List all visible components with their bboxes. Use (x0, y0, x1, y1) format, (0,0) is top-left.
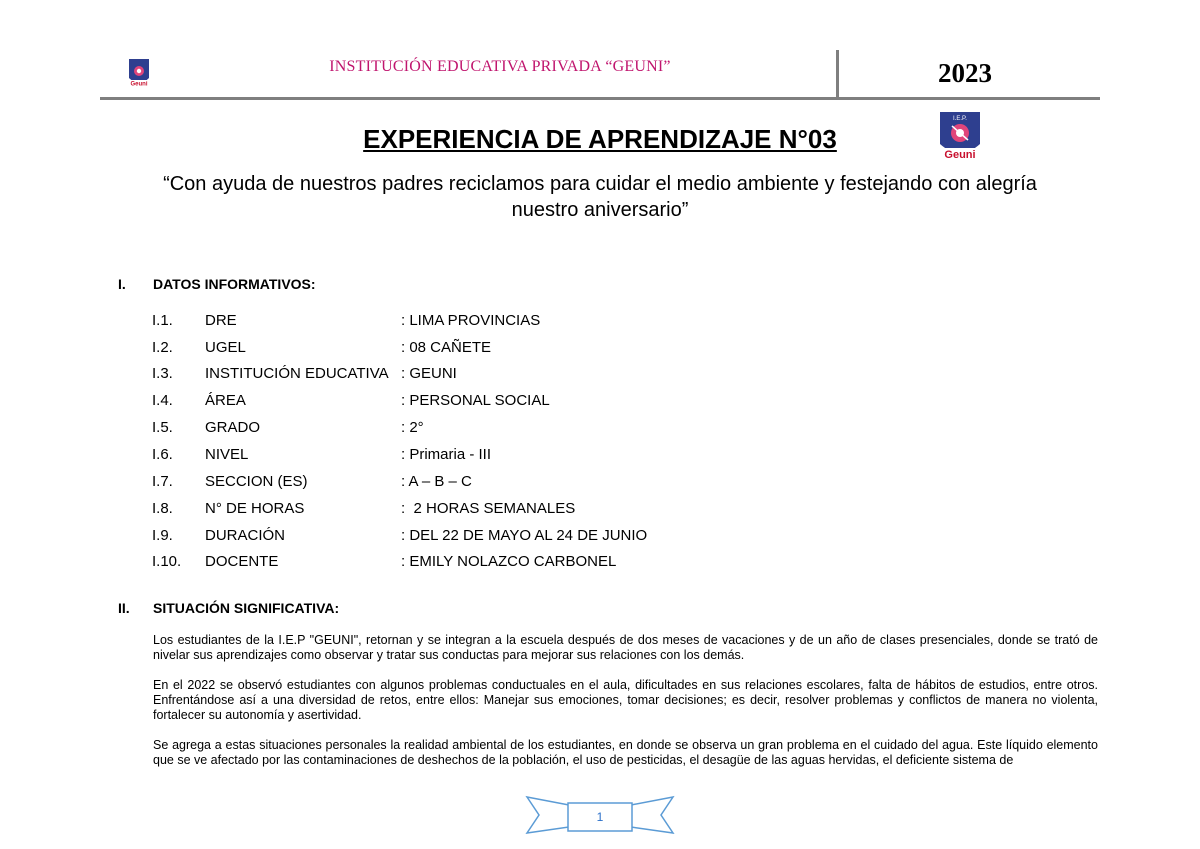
document-subtitle (100, 171, 1100, 223)
info-row-label: UGEL (205, 339, 246, 356)
info-row (0, 312, 1200, 334)
header-institution-name: INSTITUCIÓN EDUCATIVA PRIVADA “GEUNI” (329, 58, 671, 75)
info-row-label: N° DE HORAS (205, 500, 305, 517)
info-row-label: NIVEL (205, 446, 249, 463)
info-row-number: I.9. (152, 527, 173, 544)
info-row (0, 527, 1200, 549)
svg-text:Geuni: Geuni (130, 81, 148, 88)
subtitle-line-2: nuestro aniversario” (511, 199, 689, 221)
info-row (0, 339, 1200, 361)
info-row (0, 500, 1200, 522)
info-row (0, 473, 1200, 495)
info-row-value: : 08 CAÑETE (401, 339, 492, 356)
info-row (0, 392, 1200, 414)
info-row-value: : 2 HORAS SEMANALES (401, 500, 576, 517)
info-row-value: : EMILY NOLAZCO CARBONEL (401, 553, 617, 570)
paragraph: Los estudiantes de la I.E.P "GEUNI", retornan y se integran a la escuela después de dos meses de vacaciones y de un año de clases presenciales, donde se trató de nivelar sus aprendizajes como observar y tratar sus conductas para mejorar sus relaciones con los demás. (153, 633, 1098, 662)
info-row-label: ÁREA (205, 392, 246, 409)
document-title: EXPERIENCIA DE APRENDIZAJE N°03 (363, 124, 837, 154)
header-school-logo (128, 58, 150, 88)
info-row-label: DRE (205, 312, 237, 329)
subtitle-line-1: “Con ayuda de nuestros padres reciclamos para cuidar el medio ambiente y festejando con alegría (163, 173, 1037, 195)
info-row (0, 365, 1200, 387)
info-row-number: I.1. (152, 312, 173, 329)
paragraph: En el 2022 se observó estudiantes con algunos problemas conductuales en el aula, dificultades en sus relaciones escolares, falta de hábitos de estudios, entre otros. Enfrentándose así a una diversidad de retos, entre ellos: Manejar sus emociones, tomar decisiones; es decir, resolver problemas y conflictos de manera no violenta, fortalecer su autonomía y asertividad. (153, 678, 1098, 722)
svg-text:Geuni: Geuni (944, 149, 976, 161)
info-row-number: I.7. (152, 473, 173, 490)
info-row-number: I.5. (152, 419, 173, 436)
info-row-value: : DEL 22 DE MAYO AL 24 DE JUNIO (401, 527, 648, 544)
info-row-label: DURACIÓN (205, 527, 286, 544)
info-row-number: I.10. (152, 553, 182, 570)
info-row (0, 553, 1200, 575)
header-year: 2023 (938, 58, 992, 88)
info-row-value: : 2° (401, 419, 424, 436)
page-number: 1 (596, 810, 604, 824)
info-row-number: I.8. (152, 500, 173, 517)
header-rule (100, 97, 1100, 100)
section-2-number: II. (118, 600, 130, 616)
svg-text:I.E.P.: I.E.P. (953, 116, 967, 122)
info-row (0, 419, 1200, 441)
info-row-value: : Primaria - III (401, 446, 492, 463)
header-separator (836, 50, 839, 98)
info-row-label: SECCION (ES) (205, 473, 308, 490)
info-row (0, 446, 1200, 468)
info-row-label: GRADO (205, 419, 261, 436)
section-1-title: DATOS INFORMATIVOS: (153, 276, 316, 292)
info-row-value: : A – B – C (401, 473, 472, 490)
info-row-number: I.4. (152, 392, 173, 409)
info-row-number: I.6. (152, 446, 173, 463)
info-row-label: DOCENTE (205, 553, 279, 570)
title-school-logo (938, 110, 982, 162)
info-row-value: : GEUNI (401, 365, 457, 382)
info-row-number: I.3. (152, 365, 173, 382)
section-1-number: I. (118, 276, 126, 292)
info-row-value: : PERSONAL SOCIAL (401, 392, 550, 409)
paragraph: Se agrega a estas situaciones personales la realidad ambiental de los estudiantes, en donde se observa un gran problema en el cuidado del agua. Este líquido elemento que se ve afectado por las contaminaciones de deshechos de la población, el uso de pesticidas, el desagüe de las aguas hervidas, el deficiente sistema de (153, 738, 1098, 767)
section-2-title: SITUACIÓN SIGNIFICATIVA: (153, 600, 340, 616)
info-row-label: INSTITUCIÓN EDUCATIVA (205, 365, 389, 382)
info-row-number: I.2. (152, 339, 173, 356)
info-row-value: : LIMA PROVINCIAS (401, 312, 541, 329)
